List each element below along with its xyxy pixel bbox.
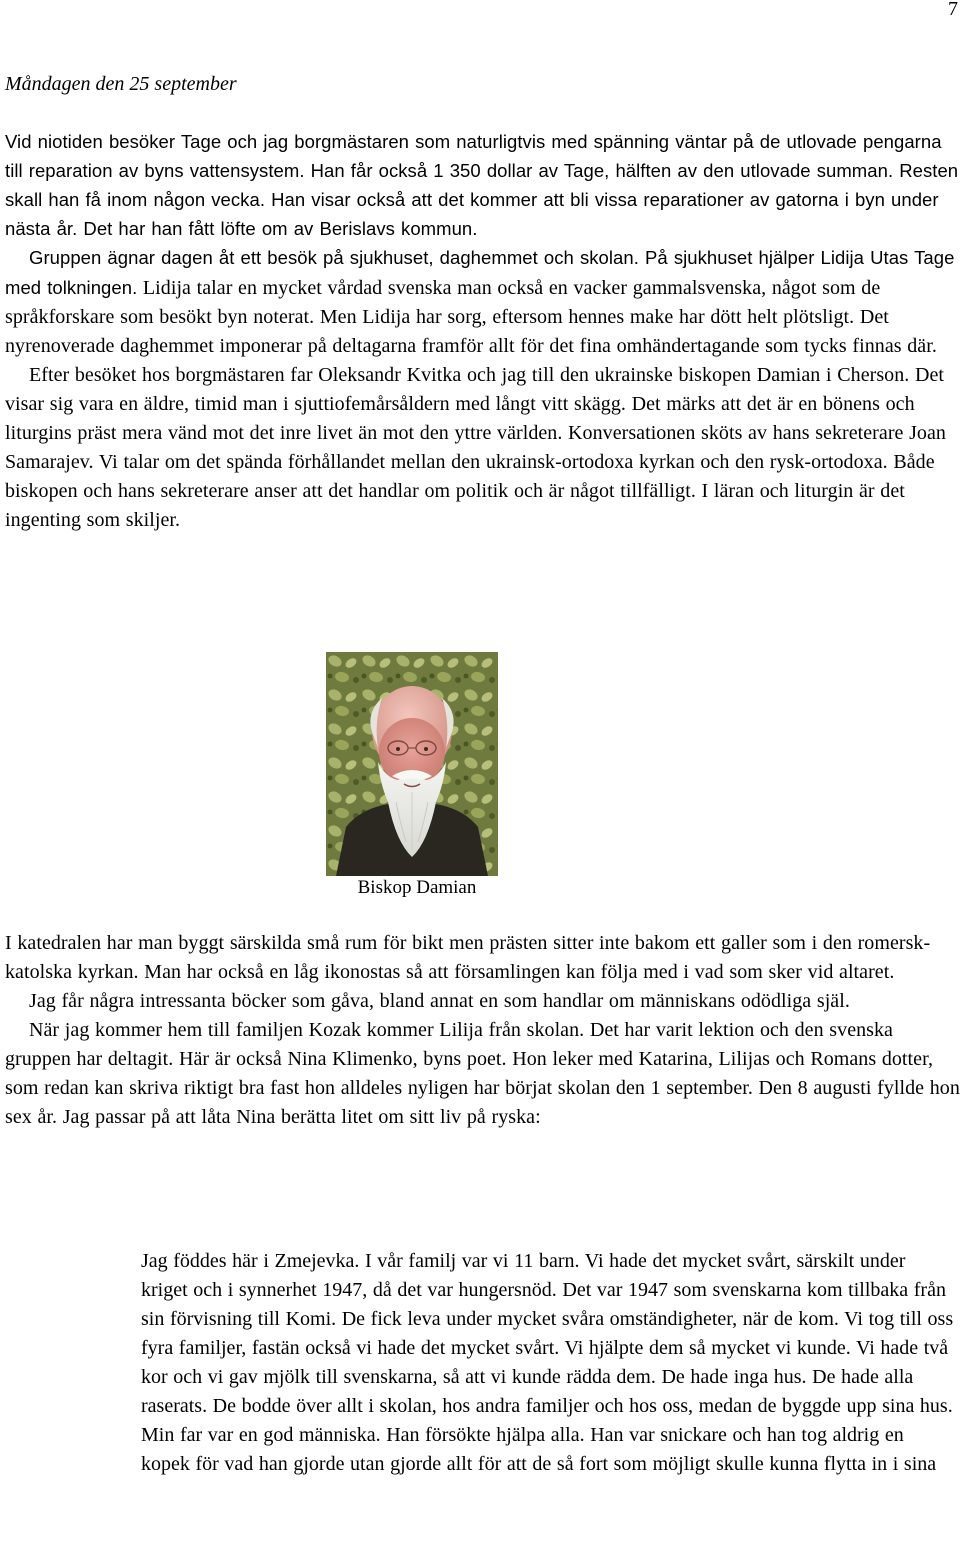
- date-heading: Måndagen den 25 september: [5, 73, 237, 95]
- bishop-photo: [326, 652, 498, 876]
- block-quote-nina: Jag föddes här i Zmejevka. I vår familj var vi 11 barn. Vi hade det mycket svårt, särskilt under kriget och i synnerhet 1947, då det var hungersnöd. Det var 1947 som svenskarna kom tillbaka från sin förvisning till Komi. De fick leva under mycket svåra omständigheter, när de kom. Vi tog till oss fyra familjer, fastän också vi hade det mycket svårt. Vi hjälpte dem så mycket vi kunde. Vi hade två kor och vi gav mjölk till svenskarna, så att vi kunde rädda dem. De hade inga hus. De hade alla raserats. De bodde över allt i skolan, hos andra familjer och hos oss, medan de byggde upp sina hus. Min far var en god människa. Han försökte hjälpa alla. Han var snickare och han tog aldrig en kopek för vad han gjorde utan gjorde allt för att de så fort som möjligt skulle kunna flytta in i sina: [141, 1250, 954, 1475]
- paragraph-cathedral: I katedralen har man byggt särskilda små rum för bikt men prästen sitter inte bakom ett galler som i den romersk-katolska kyrkan. Man har också en låg ikonostas så att församlingen kan följa med i vad som sker vid altaret.: [5, 932, 931, 983]
- paragraph-hospital-sans: Gruppen ägnar dagen åt ett besök på sjukhuset, daghemmet och skolan. På sjukhuset hjälper Lidija Utas Tage med tolkningen.: [5, 247, 955, 298]
- section-two: [5, 929, 960, 1132]
- paragraph-hospital-serif: Lidija talar en mycket vårdad svenska man också en vacker gammalsvenska, något som de språkforskare som besökt byn noterat. Men Lidija har sorg, eftersom hennes make har dött helt plötsligt. Det nyrenoverade daghemmet imponerar på deltagarna framför allt för det fina omhändertagande som tycks finnas där.: [5, 277, 937, 357]
- paragraph-books-gift: Jag får några intressanta böcker som gåva, bland annat en som handlar om människans odödliga själ.: [29, 990, 850, 1012]
- page-number: 7: [948, 0, 958, 20]
- paragraph-bishop-visit: Efter besöket hos borgmästaren far Oleksandr Kvitka och jag till den ukrainske biskopen Damian i Cherson. Det visar sig vara en äldre, timid man i sjuttiofemårsåldern med långt vitt skägg. Det märks att det är en bönens och liturgins präst mera vänd mot det inre livet än mot den yttre världen. Konversationen sköts av hans sekreterare Joan Samarajev. Vi talar om det spända förhållandet mellan den ukrainsk-ortodoxa kyrkan och den rysk-ortodoxa. Både biskopen och hans sekreterare anser att det handlar om politik och är något tillfälligt. I läran och liturgin är det ingenting som skiljer.: [5, 364, 946, 531]
- photo-caption: Biskop Damian: [357, 877, 477, 898]
- paragraph-hospital-visit: [5, 243, 960, 361]
- paragraph-mayor-visit: Vid niotiden besöker Tage och jag borgmästaren som naturligtvis med spänning väntar på de utlovade pengarna till reparation av byns vattensystem. Han får också 1 350 dollar av Tage, hälften av den utlovade summan. Resten skall han få inom någon vecka. Han visar också att det kommer att bli vissa reparationer av gatorna i byn under nästa år. Det har han fått löfte om av Berislavs kommun.: [5, 131, 959, 239]
- paragraph-kozak-family: När jag kommer hem till familjen Kozak kommer Lilija från skolan. Det har varit lektion och den svenska gruppen har deltagit. Här är också Nina Klimenko, byns poet. Hon leker med Katarina, Lilijas och Romans dotter, som redan kan skriva riktigt bra fast hon alldeles nyligen har börjat skolan den 1 september. Den 8 augusti fyllde hon sex år. Jag passar på att låta Nina berätta litet om sitt liv på ryska:: [5, 1019, 960, 1128]
- bishop-portrait-image: [326, 652, 498, 876]
- section-one: [5, 127, 960, 535]
